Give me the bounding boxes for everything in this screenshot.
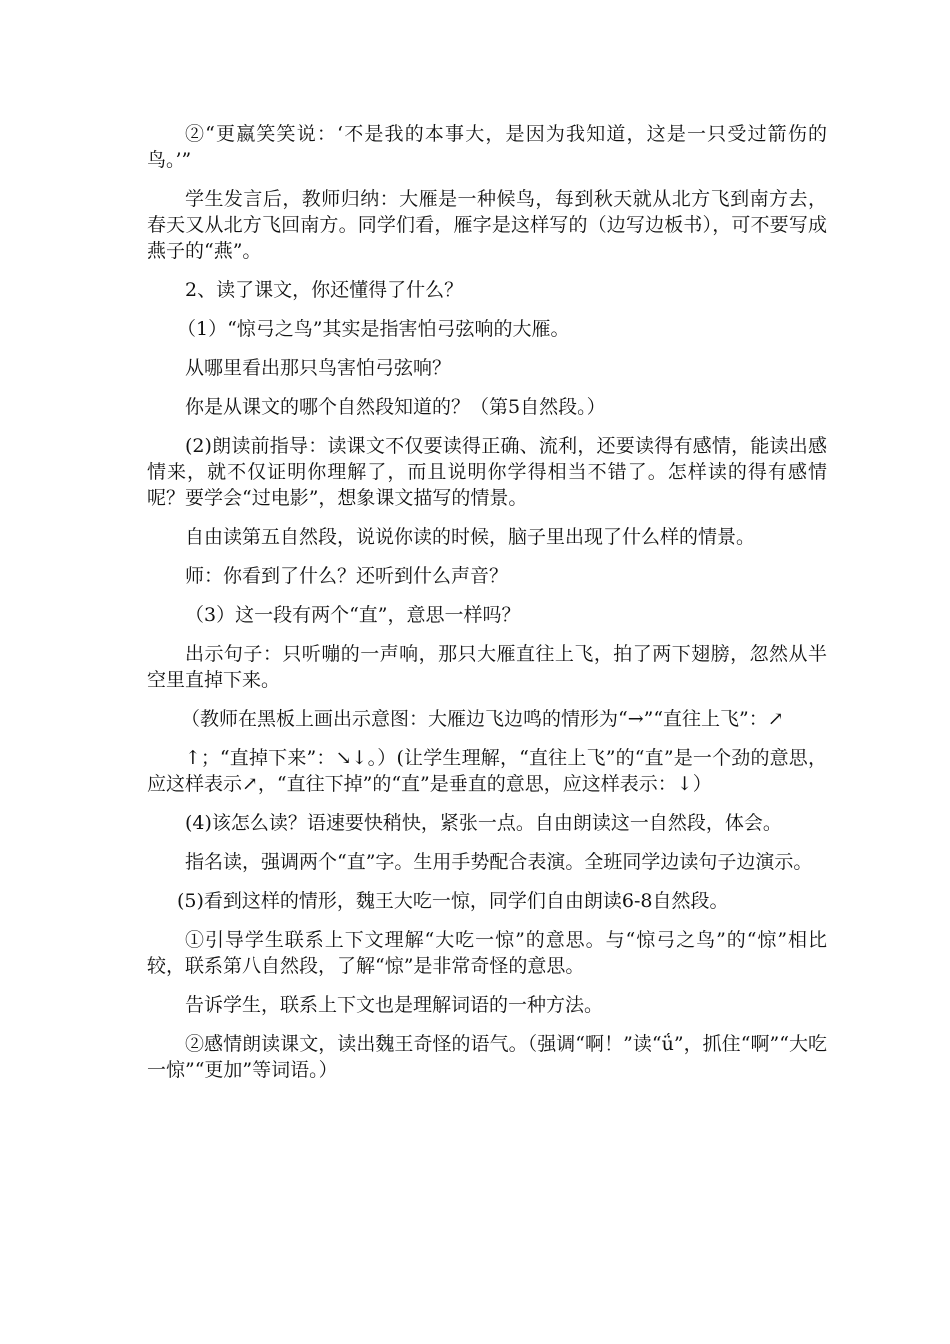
paragraph-15: 指名读，强调两个“直”字。生用手势配合表演。全班同学边读句子边演示。 xyxy=(185,851,813,873)
paragraph-11: 出示句子：只听嘣的一声响，那只大雁直往上飞，拍了两下翅膀，忽然从半空里直掉下来。 xyxy=(147,643,827,691)
paragraph-8: 自由读第五自然段，说说你读的时候，脑子里出现了什么样的情景。 xyxy=(185,526,756,548)
paragraph-9: 师：你看到了什么？还听到什么声音？ xyxy=(185,565,509,587)
document-body xyxy=(147,121,827,1096)
paragraph-1: ②“更嬴笑笑说：‘不是我的本事大，是因为我知道，这是一只受过箭伤的鸟。’” xyxy=(147,123,827,171)
paragraph-2: 学生发言后，教师归纳：大雁是一种候鸟，每到秋天就从北方飞到南方去，春天又从北方飞回南方。同学们看，雁字是这样写的（边写边板书），可不要写成燕子的“燕”。 xyxy=(147,188,827,262)
paragraph-14: (4)该怎么读？语速要快稍快，紧张一点。自由朗读这一自然段，体会。 xyxy=(185,812,782,834)
paragraph-4: （1）“惊弓之鸟”其实是指害怕弓弦响的大雁。 xyxy=(177,318,570,340)
paragraph-3: 2、读了课文，你还懂得了什么？ xyxy=(185,279,464,301)
paragraph-18: 告诉学生，联系上下文也是理解词语的一种方法。 xyxy=(185,994,604,1016)
paragraph-17: ①引导学生联系上下文理解“大吃一惊”的意思。与“惊弓之鸟”的“惊”相比较，联系第八自然段，了解“惊”是非常奇怪的意思。 xyxy=(147,929,827,977)
paragraph-16: (5)看到这样的情形，魏王大吃一惊，同学们自由朗读6-8自然段。 xyxy=(177,890,729,912)
paragraph-7: (2)朗读前指导：读课文不仅要读得正确、流利，还要读得有感情，能读出感情来，就不仅证明你理解了，而且说明你学得相当不错了。怎样读的得有感情呢？要学会“过电影”，想象课文描写的情景。 xyxy=(147,435,827,509)
paragraph-13: ↑；“直掉下来”：↘↓。）(让学生理解，“直往上飞”的“直”是一个劲的意思，应这样表示↗，“直往下掉”的“直”是垂直的意思，应这样表示：↓） xyxy=(147,747,827,795)
paragraph-19: ②感情朗读课文，读出魏王奇怪的语气。（强调“啊！”读“ǘ”，抓住“啊”“大吃一惊”“更加”等词语。） xyxy=(147,1033,827,1081)
paragraph-12: （教师在黑板上画出示意图：大雁边飞边鸣的情形为“→”“直往上飞”：↗ xyxy=(181,708,784,730)
paragraph-6: 你是从课文的哪个自然段知道的？（第5自然段。） xyxy=(185,396,606,418)
paragraph-5: 从哪里看出那只鸟害怕弓弦响？ xyxy=(185,357,452,379)
paragraph-10: （3）这一段有两个“直”，意思一样吗？ xyxy=(185,604,521,626)
